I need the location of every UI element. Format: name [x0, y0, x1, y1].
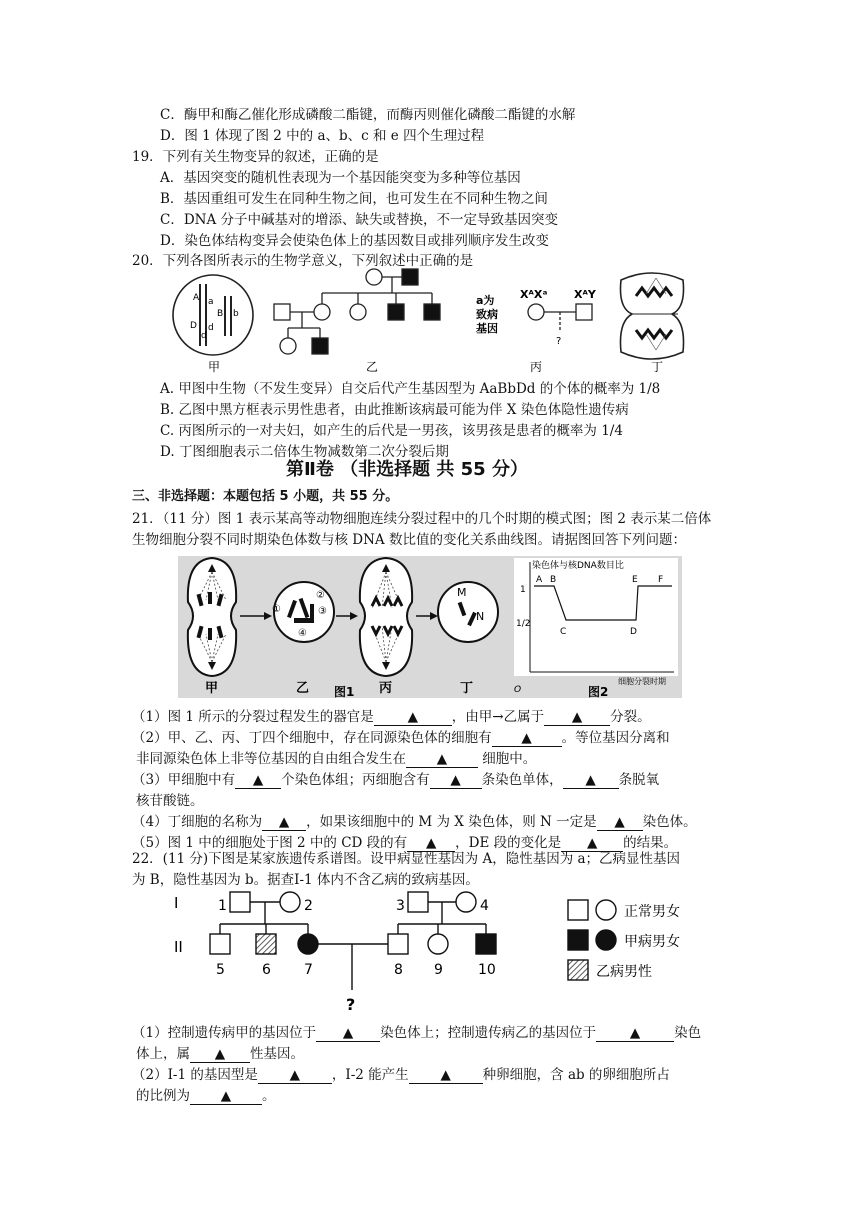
yi-num-2: ②: [316, 590, 325, 601]
answer-blank[interactable]: ▲: [492, 731, 562, 747]
q21-stem-1: 21．（11 分）图 1 表示某高等动物细胞连续分裂过程中的几个时期的模式图；图 2 表示某二倍体: [132, 511, 712, 527]
answer-blank[interactable]: ▲: [235, 773, 281, 789]
ind-10: 10: [478, 962, 496, 978]
pt-F: F: [658, 575, 664, 585]
question-text: 个染色体组；丙细胞含有: [281, 772, 430, 788]
question-text: ，由甲→乙属于: [451, 709, 545, 725]
question-text: 非同源染色体上非等位基因的自由组合发生在: [136, 751, 406, 767]
fig1-caption: 图1: [334, 685, 355, 698]
bing-father-genotype: XᴬY: [574, 288, 596, 301]
fig-bing: [476, 288, 597, 374]
q18-option-d: D．图 1 体现了图 2 中的 a、b、c 和 e 四个生理过程: [160, 128, 485, 144]
question-text: （4）丁细胞的名称为: [132, 814, 263, 830]
answer-blank[interactable]: ▲: [190, 1047, 250, 1063]
pt-B: B: [550, 575, 557, 585]
gene-D: D: [190, 321, 197, 331]
fig-ding-label: 丁: [651, 360, 664, 374]
fig-yi-label: 乙: [366, 360, 379, 374]
cell-bing-label: 丙: [379, 681, 393, 696]
q21-figures: [178, 556, 682, 698]
gene-d2: d: [201, 331, 207, 341]
graph-xlabel: 细胞分裂时期: [618, 677, 666, 686]
q21-3a-line: [132, 771, 659, 789]
question-text: ，Ⅰ-2 能产生: [331, 1067, 409, 1083]
question-text: 性基因。: [250, 1046, 304, 1062]
cell-yi-label: 乙: [296, 681, 310, 696]
q19-stem: 19．下列有关生物变异的叙述，正确的是: [132, 149, 379, 165]
gene-a: a: [208, 297, 214, 307]
answer-blank[interactable]: ▲: [316, 1026, 380, 1042]
bing-note-3: 基因: [476, 322, 498, 335]
ind-6: 6: [262, 962, 271, 978]
question-text: 体上，属: [136, 1046, 190, 1062]
question-text: 染色: [674, 1025, 702, 1041]
question-text: 染色体。: [642, 814, 697, 830]
gene-d: d: [208, 323, 214, 333]
question-text: （2）甲、乙、丙、丁四个细胞中，存在同源染色体的细胞有: [132, 730, 492, 746]
cell-jia-label: 甲: [205, 681, 219, 696]
answer-blank[interactable]: ▲: [190, 1089, 262, 1105]
question-text: （1）图 1 所示的分裂过程发生的器官是: [132, 709, 374, 725]
q20-option-c: C. 丙图所示的一对夫妇，如产生的后代是一男孩，该男孩是患者的概率为 1/4: [160, 423, 623, 439]
cell-ding-label: 丁: [460, 681, 474, 696]
q20-option-d: D. 丁图细胞表示二倍体生物减数第二次分裂后期: [160, 444, 449, 460]
answer-blank[interactable]: ▲: [374, 710, 452, 726]
q21-2a-line: [132, 729, 670, 747]
q20-option-a: A. 甲图中生物（不发生变异）自交后代产生基因型为 AaBbDd 的个体的概率为 1/8: [160, 381, 661, 397]
q22-1a-line: [132, 1024, 701, 1042]
question-text: 。等位基因分离和: [561, 730, 670, 746]
q22-1b-line: [136, 1045, 304, 1063]
ytick-half: 1/2: [516, 619, 531, 629]
bing-note-2: 致病: [476, 308, 498, 321]
fig-jia-label: 甲: [208, 360, 221, 374]
gene-B: B: [217, 309, 224, 319]
q21-1-line: [132, 708, 651, 726]
yi-num-1: ①: [272, 604, 281, 615]
gen-I-label: I: [174, 894, 179, 912]
question-text: ，如果该细胞中的 M 为 X 染色体，则 N 一定是: [306, 814, 597, 830]
q22-2a-line: [132, 1066, 670, 1084]
q21-4-line: [132, 813, 697, 831]
ind-1: 1: [218, 898, 227, 914]
question-text: 分裂。: [610, 709, 651, 725]
pt-C: C: [560, 627, 567, 637]
pt-A: A: [536, 575, 543, 585]
question-text: （1）控制遗传病甲的基因位于: [132, 1025, 317, 1041]
ding-N: N: [476, 610, 485, 623]
gene-A: A: [193, 293, 200, 303]
question-text: 核苷酸链。: [136, 793, 204, 809]
q19-option-a: A．基因突变的随机性表现为一个基因能突变为多种等位基因: [160, 170, 521, 186]
bing-note-1: a为: [476, 294, 495, 307]
gen-II-label: II: [174, 938, 183, 956]
question-text: 的比例为: [136, 1088, 190, 1104]
q21-stem-2: 生物细胞分裂不同时期染色体数与核 DNA 数比值的变化关系曲线图。请据图回答下列问题：: [132, 532, 686, 548]
question-text: 条染色单体，: [481, 772, 563, 788]
legend-disease-b: 乙病男性: [596, 964, 652, 980]
answer-blank[interactable]: ▲: [561, 836, 623, 852]
answer-blank[interactable]: ▲: [597, 815, 643, 831]
ding-M: M: [457, 586, 467, 599]
q19-option-b: B．基因重组可发生在同种生物之间，也可发生在不同种生物之间: [160, 191, 548, 207]
legend-normal: 正常男女: [624, 904, 680, 920]
fig-bing-label: 丙: [530, 360, 543, 374]
pt-E: E: [632, 575, 638, 585]
answer-blank[interactable]: ▲: [596, 1026, 674, 1042]
question-text: （3）甲细胞中有: [132, 772, 236, 788]
question-text: 染色体上；控制遗传病乙的基因位于: [380, 1025, 597, 1041]
graph-origin: O: [514, 685, 522, 695]
ytick-1: 1: [520, 585, 526, 595]
yi-num-4: ④: [298, 628, 307, 639]
fig-ding: [620, 273, 683, 374]
yi-num-3: ③: [318, 606, 327, 617]
gene-b: b: [233, 309, 239, 319]
ind-2: 2: [304, 898, 313, 914]
answer-blank[interactable]: ▲: [406, 752, 478, 768]
section-title: 第Ⅱ卷 （非选择题 共 55 分）: [286, 459, 528, 480]
q22-stem-2: 为 B，隐性基因为 b。据查Ⅰ-1 体内不含乙病的致病基因。: [132, 872, 479, 888]
question-text: 。: [262, 1088, 276, 1104]
q21-2b-line: [136, 750, 536, 768]
answer-blank[interactable]: ▲: [409, 1068, 483, 1084]
question-text: 细胞中。: [478, 751, 537, 767]
bing-mother-genotype: XᴬXᵃ: [520, 288, 548, 301]
pt-D: D: [630, 627, 637, 637]
q20-stem: 20．下列各图所表示的生物学意义，下列叙述中正确的是: [132, 253, 474, 269]
q18-option-c: C．酶甲和酶乙催化形成磷酸二酯键，而酶丙则催化磷酸二酯键的水解: [160, 107, 576, 123]
ind-4: 4: [480, 898, 489, 914]
fig-jia: [173, 275, 253, 374]
bing-question: ?: [556, 336, 562, 347]
fig2-caption: 图2: [588, 685, 609, 698]
q22-2b-line: [136, 1087, 276, 1105]
ind-5: 5: [216, 962, 225, 978]
question-text: （5）图 1 中的细胞处于图 2 中的 CD 段的有: [132, 835, 408, 851]
question-text: 条脱氧: [618, 772, 660, 788]
q19-option-d: D．染色体结构变异会使染色体上的基因数目或排列顺序发生改变: [160, 233, 549, 249]
q20-figures: [170, 266, 690, 378]
question-text: （2）Ⅰ-1 的基因型是: [132, 1067, 258, 1083]
section-intro: 三、非选择题：本题包括 5 小题，共 55 分。: [132, 489, 399, 504]
answer-blank[interactable]: ▲: [563, 773, 619, 789]
question-text: 种卵细胞，含 ab 的卵细胞所占: [482, 1067, 670, 1083]
legend-disease-a: 甲病男女: [624, 934, 680, 950]
ind-8: 8: [394, 962, 403, 978]
question-text: ，DE 段的变化是: [455, 835, 562, 851]
q19-option-c: C．DNA 分子中碱基对的增添、缺失或替换，不一定导致基因突变: [160, 212, 559, 228]
ind-9: 9: [434, 962, 443, 978]
q21-3b-line: [136, 792, 204, 810]
q20-option-b: B. 乙图中黑方框表示男性患者，由此推断该病最可能为伴 X 染色体隐性遗传病: [160, 402, 629, 418]
answer-blank[interactable]: ▲: [544, 710, 610, 726]
graph-ylabel: 染色体与核DNA数目比: [532, 561, 624, 571]
ind-7: 7: [304, 962, 313, 978]
fig-yi-pedigree: [274, 269, 440, 354]
ind-3: 3: [396, 898, 405, 914]
answer-blank[interactable]: ▲: [407, 836, 455, 852]
q22-pedigree: [160, 886, 720, 1022]
answer-blank[interactable]: ▲: [430, 773, 482, 789]
q22-stem-1: 22．(11 分)下图是某家族遗传系谱图。设甲病显性基因为 A，隐性基因为 a；乙病显性基因: [132, 851, 681, 867]
answer-blank[interactable]: ▲: [262, 815, 306, 831]
answer-blank[interactable]: ▲: [258, 1068, 332, 1084]
child-question: ?: [346, 995, 356, 1014]
question-text: 的结果。: [623, 835, 678, 851]
